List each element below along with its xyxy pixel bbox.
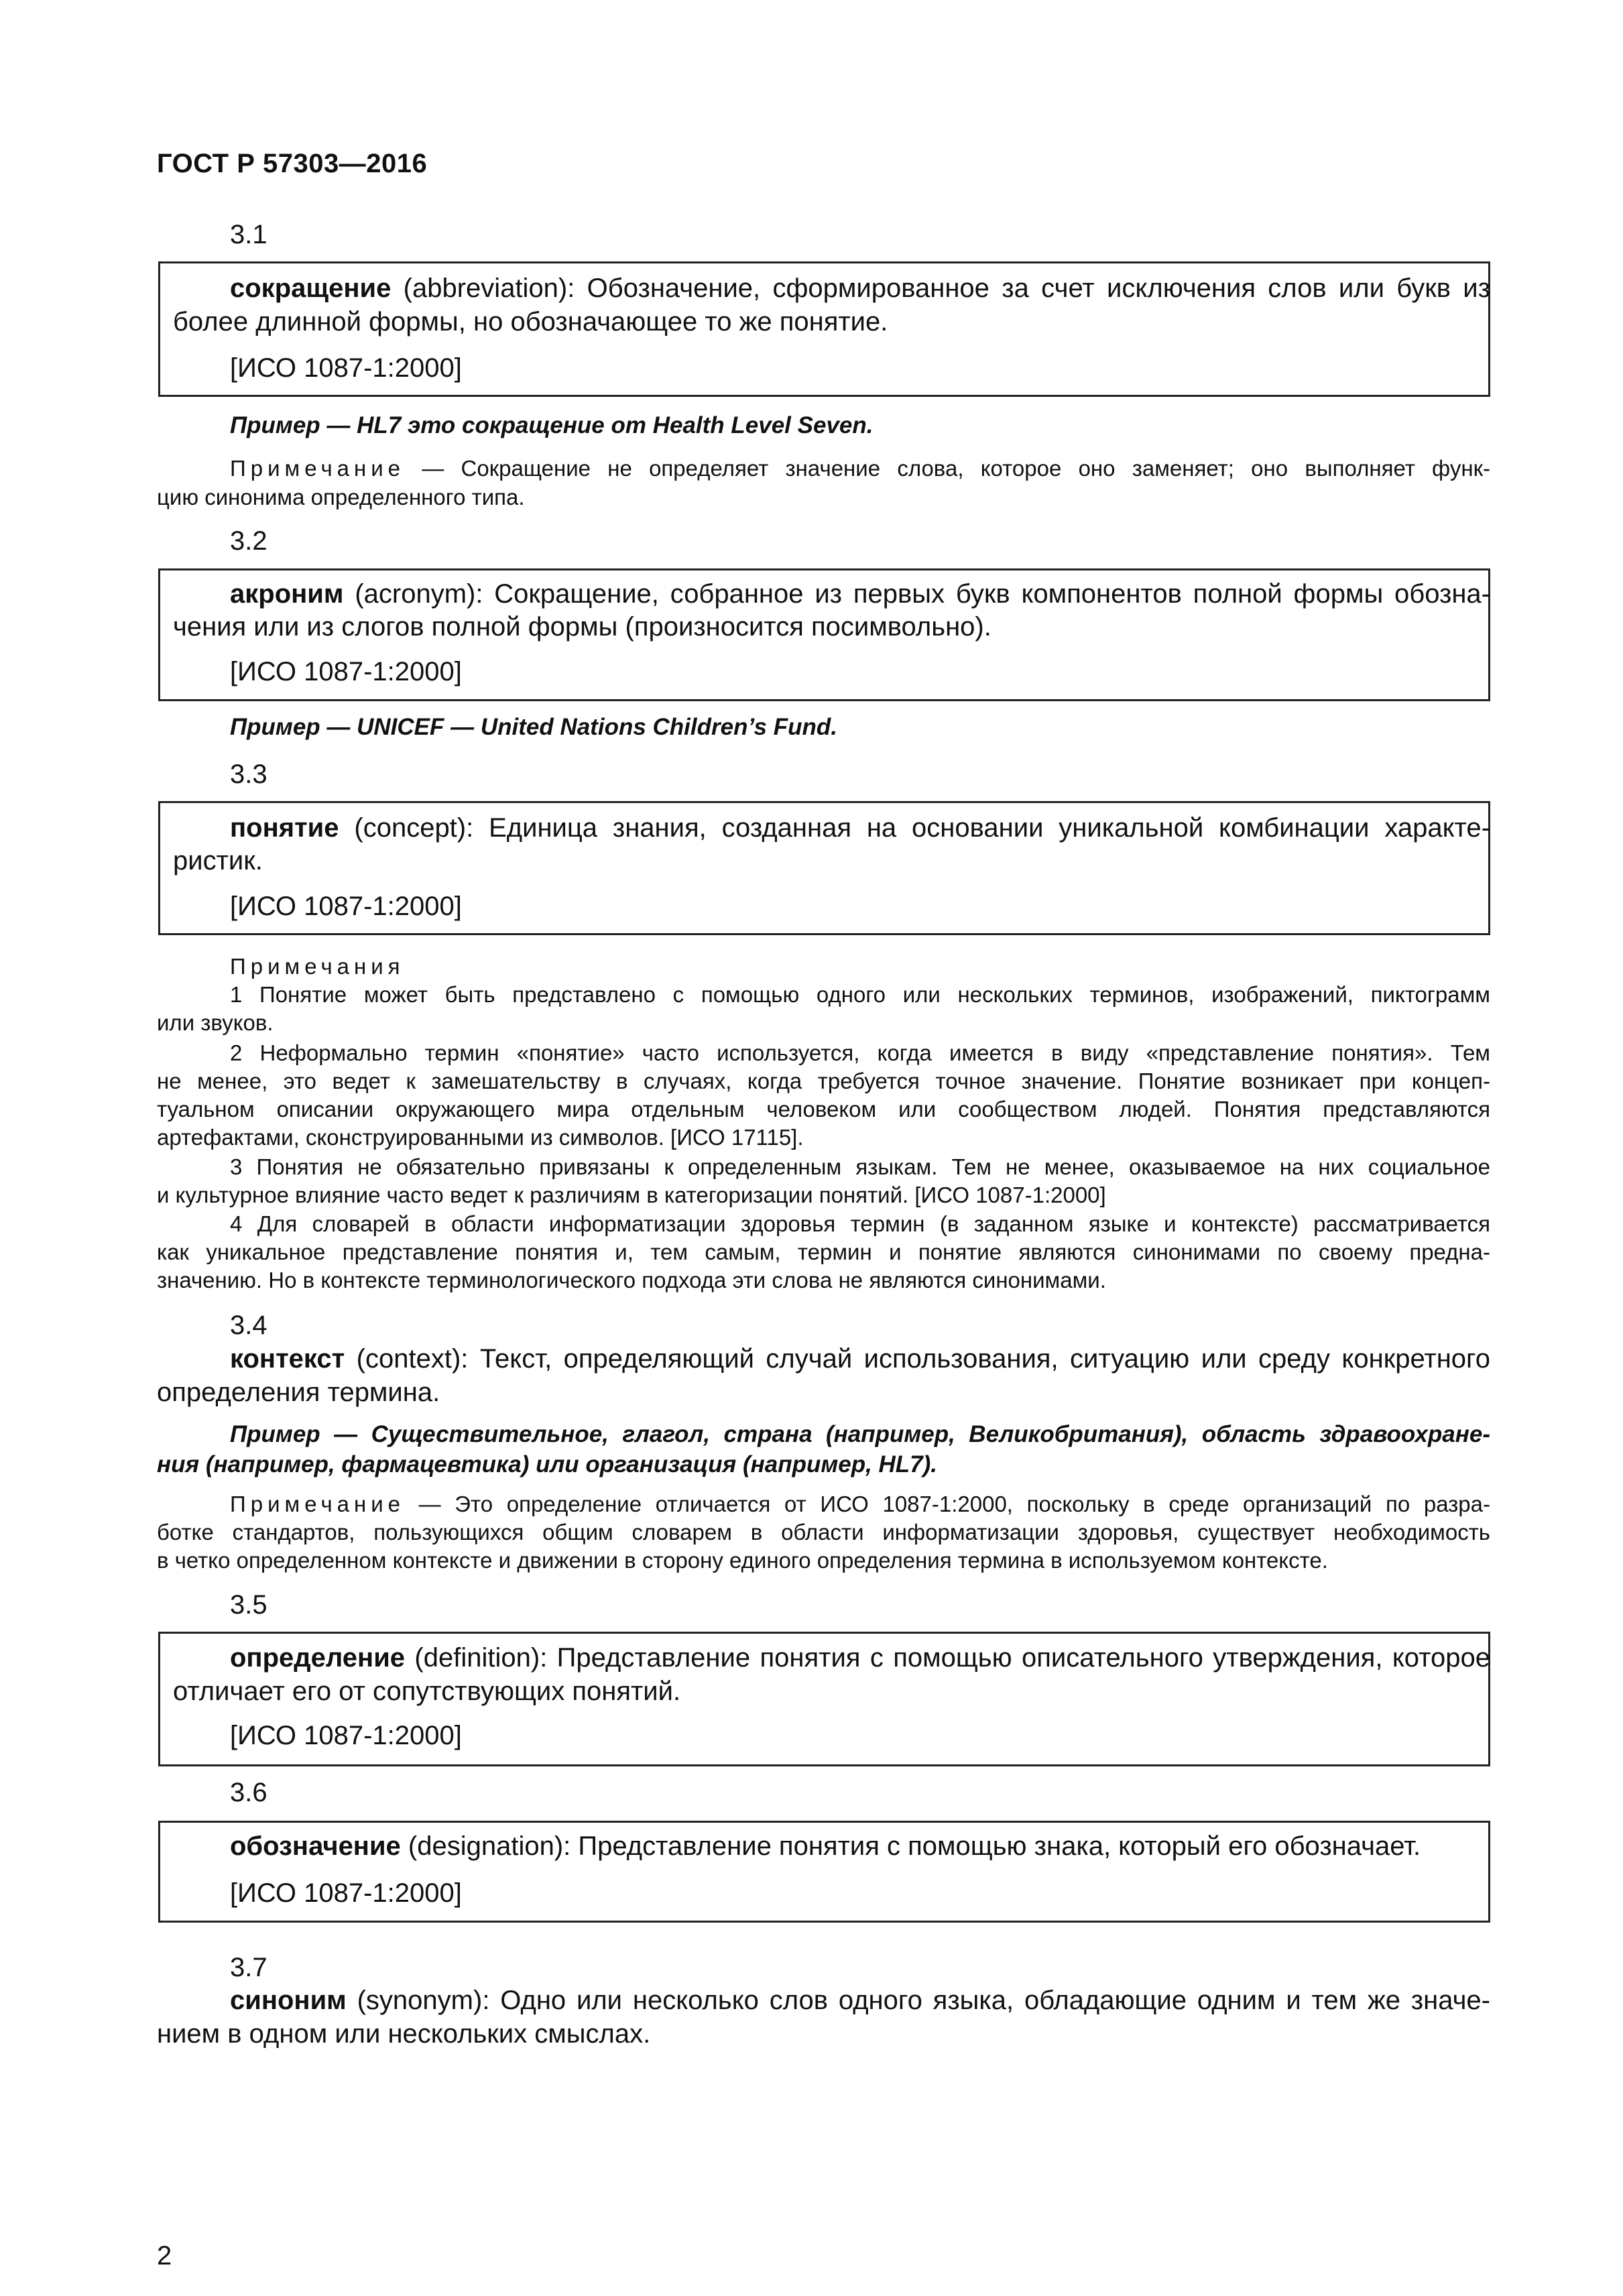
- note-3-line-2: и культурное влияние часто ведет к различиям в категоризации понятий. [ИСО 1087-1:2000]: [157, 1183, 1106, 1207]
- term-3-5-line-2: отличает его от сопутствующих понятий.: [173, 1677, 681, 1706]
- term-3-4-line-1: контекст (context): Текст, определяющий случай использования, ситуацию или среду конкретного: [230, 1344, 1490, 1374]
- term-3-7-line-1: синоним (synonym): Одно или несколько слов одного языка, обладающие одним и тем же значе-: [230, 1986, 1490, 2015]
- term-number-3-5: 3.5: [230, 1590, 267, 1620]
- term-3-3-line-1: понятие (concept): Единица знания, созданная на основании уникальной комбинации характе-: [230, 813, 1490, 843]
- term-3-5-line-1: определение (definition): Представление понятия с помощью описательного утверждения, которое: [230, 1643, 1490, 1673]
- term-3-2-source: [ИСО 1087-1:2000]: [230, 657, 462, 686]
- note-2-line-2: не менее, это ведет к замешательству в случаях, когда требуется точное значение. Понятие возникает при концеп-: [157, 1069, 1490, 1093]
- term-3-2-example: Пример — UNICEF — United Nations Children’s Fund.: [230, 714, 837, 740]
- term-3-1-example: Пример — HL7 это сокращение от Health Level Seven.: [230, 412, 874, 438]
- note-1-line-1: 1 Понятие может быть представлено с помощью одного или нескольких терминов, изображений, пиктограмм: [230, 982, 1490, 1007]
- term-name: контекст: [230, 1344, 345, 1374]
- term-3-1-line-2: более длинной формы, но обозначающее то же понятие.: [173, 307, 888, 337]
- term-3-3-notes-title: Примечания: [230, 954, 405, 979]
- term-3-3-source: [ИСО 1087-1:2000]: [230, 892, 462, 921]
- document-header: ГОСТ Р 57303—2016: [157, 149, 428, 178]
- term-name: обозначение: [230, 1831, 401, 1861]
- term-number-3-2: 3.2: [230, 526, 267, 556]
- term-3-7-line-2: нием в одном или нескольких смыслах.: [157, 2019, 651, 2049]
- term-3-4-example-line-1: Пример — Существительное, глагол, страна (например, Великобритания), область здравоохране-: [230, 1421, 1490, 1447]
- note-2-line-1: 2 Неформально термин «понятие» часто используется, когда имеется в виду «представление понятия». Тем: [230, 1040, 1490, 1065]
- note-4-line-1: 4 Для словарей в области информатизации здоровья термин (в заданном языке и контексте) рассматривается: [230, 1211, 1490, 1236]
- note-3-line-1: 3 Понятия не обязательно привязаны к определенным языкам. Тем не менее, оказываемое на них социальное: [230, 1154, 1490, 1179]
- page-number: 2: [157, 2241, 172, 2271]
- term-name: акроним: [230, 579, 344, 609]
- term-name: определение: [230, 1643, 406, 1673]
- term-name: синоним: [230, 1986, 347, 2015]
- term-3-2-line-2: чения или из слогов полной формы (произносится посимвольно).: [173, 612, 991, 642]
- note-1-line-2: или звуков.: [157, 1010, 274, 1035]
- term-3-5-source: [ИСО 1087-1:2000]: [230, 1721, 462, 1750]
- note-2-line-4: артефактами, сконструированными из символов. [ИСО 17115].: [157, 1125, 804, 1150]
- term-number-3-6: 3.6: [230, 1778, 267, 1807]
- term-3-1-line-1: сокращение (abbreviation): Обозначение, сформированное за счет исключения слов или букв из: [230, 274, 1490, 303]
- term-3-6-source: [ИСО 1087-1:2000]: [230, 1878, 462, 1908]
- term-3-4-example-line-2: ния (например, фармацевтика) или организация (например, HL7).: [157, 1451, 938, 1477]
- term-3-4-note-line-1: Примечание — Это определение отличается от ИСО 1087-1:2000, поскольку в среде организаций по разра-: [230, 1492, 1490, 1516]
- term-3-1-note-line-1: Примечание — Сокращение не определяет значение слова, которое оно заменяет; оно выполняет функ-: [230, 456, 1490, 481]
- term-3-6-line-1: обозначение (designation): Представление понятия с помощью знака, который его обозначает.: [230, 1831, 1421, 1861]
- term-3-2-line-1: акроним (acronym): Сокращение, собранное из первых букв компонентов полной формы обозна-: [230, 579, 1490, 609]
- term-number-3-4: 3.4: [230, 1311, 267, 1340]
- note-2-line-3: туальном описании окружающего мира отдельным человеком или сообществом людей. Понятия представляются: [157, 1097, 1490, 1122]
- term-3-4-note-line-2: ботке стандартов, пользующихся общим словарем в области информатизации здоровья, существует необходимость: [157, 1520, 1490, 1545]
- term-name: понятие: [230, 813, 339, 843]
- note-4-line-3: значению. Но в контексте терминологического подхода эти слова не являются синонимами.: [157, 1268, 1106, 1292]
- term-3-1-source: [ИСО 1087-1:2000]: [230, 353, 462, 383]
- term-3-3-line-2: ристик.: [173, 846, 263, 875]
- term-number-3-1: 3.1: [230, 220, 267, 249]
- note-4-line-2: как уникальное представление понятия и, тем самым, термин и понятие являются синонимами по своему предна-: [157, 1240, 1490, 1264]
- term-3-4-line-2: определения термина.: [157, 1378, 440, 1407]
- term-name: сокращение: [230, 274, 392, 303]
- term-3-1-note-line-2: цию синонима определенного типа.: [157, 485, 525, 509]
- term-3-4-note-line-3: в четко определенном контексте и движении в сторону единого определения термина в используемом контексте.: [157, 1548, 1328, 1573]
- term-number-3-3: 3.3: [230, 760, 267, 789]
- term-number-3-7: 3.7: [230, 1953, 267, 1982]
